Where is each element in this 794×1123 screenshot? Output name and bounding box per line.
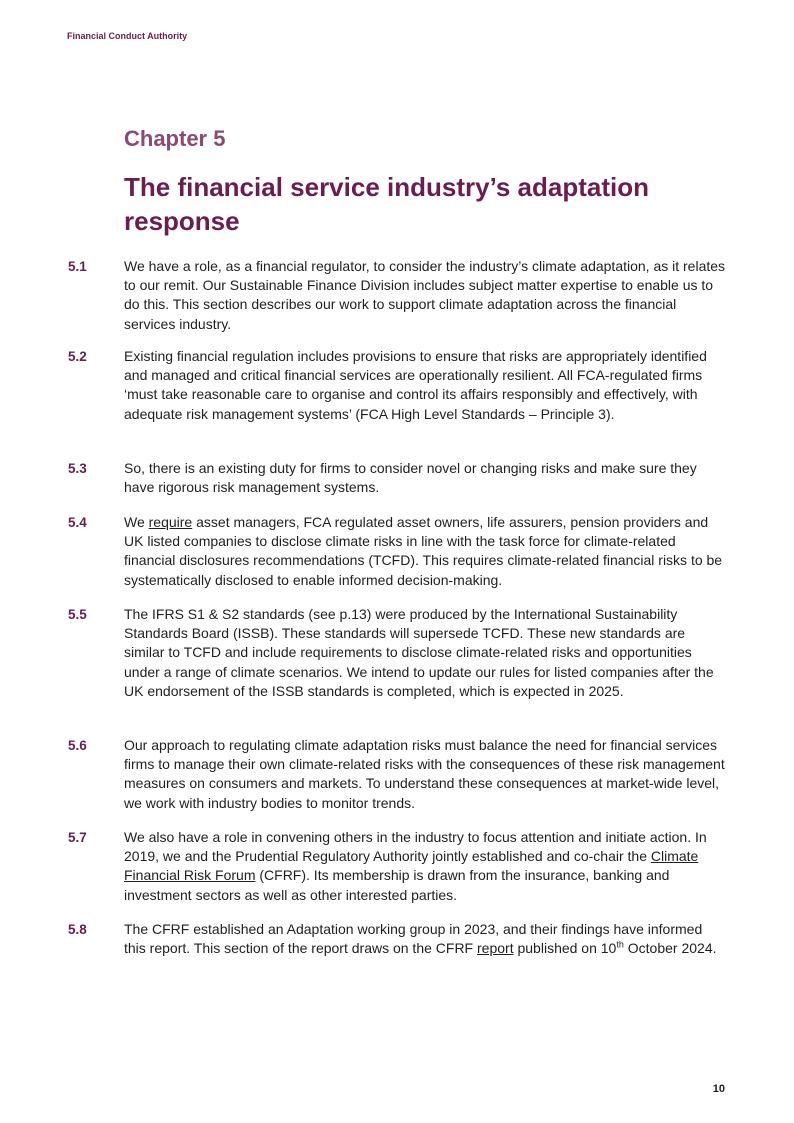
paragraph-text — [124, 513, 727, 590]
text-segment: We also have a role in convening others in the industry to focus attention and initiate action. In 2019, we and the Prudential Regulatory Authority jointly established and co-chair the — [124, 829, 707, 865]
inline-link[interactable]: require — [148, 514, 193, 530]
paragraph-text — [124, 459, 727, 497]
paragraph-text — [124, 920, 727, 958]
paragraph-text — [124, 347, 727, 424]
text-segment: asset managers, FCA regulated asset owners, life assurers, pension providers and UK listed companies to disclose climate risks in line with the task force for climate-related financial disclosures recommendations (TCFD). This requires climate-related financial risks to be systematically disclosed to enable informed decision-making. — [124, 514, 723, 588]
text-segment: Our approach to regulating climate adaptation risks must balance the need for financial services firms to manage their own climate-related risks with the consequences of these risk management measures on consumers and markets. To understand these consequences at market-wide level, we work with industry bodies to monitor trends. — [124, 737, 725, 811]
inline-link[interactable]: report — [477, 940, 514, 957]
paragraph-number: 5.6 — [68, 738, 87, 753]
paragraph-number: 5.5 — [68, 607, 87, 622]
text-segment: (CFRF). Its membership is drawn from the insurance, banking and investment sectors as well as other interested parties. — [124, 867, 670, 903]
paragraph-number: 5.8 — [68, 922, 87, 937]
inline-link[interactable]: Climate Financial Risk Forum — [124, 848, 699, 884]
superscript: th — [616, 939, 624, 950]
text-segment: published on 10 — [513, 940, 617, 957]
page-number: 10 — [712, 1083, 725, 1095]
chapter-title: The financial service industry’s adaptation response — [124, 172, 649, 236]
text-segment: October 2024. — [623, 940, 717, 957]
paragraph-text — [124, 605, 727, 701]
header-organization: Financial Conduct Authority — [67, 31, 188, 41]
paragraph-number: 5.4 — [68, 515, 87, 530]
chapter-label: Chapter 5 — [124, 126, 226, 151]
text-segment: The IFRS S1 & S2 standards (see p.13) were produced by the International Sustainability Standards Board (ISSB). These standards will supersede TCFD. These new standards are similar to TCFD and include requirements to disclose climate-related risks and opportunities under a range of climate scenarios. We intend to update our rules for listed companies after the UK endorsement of the ISSB standards is completed, which is expected in 2025. — [124, 606, 714, 699]
text-segment: Existing financial regulation includes provisions to ensure that risks are appropriately identified and managed and critical financial services are operationally resilient. All FCA-regulated firms ‘must take reasonable care to organise and control its affairs responsibly and effectively, with adequate risk management systems’ (FCA High Level Standards – Principle 3). — [124, 348, 707, 422]
text-segment: The CFRF established an Adaptation working group in 2023, and their findings have informed this report. This section of the report draws on the CFRF — [124, 921, 703, 957]
text-segment: So, there is an existing duty for firms to consider novel or changing risks and make sure they have rigorous risk management systems. — [124, 460, 697, 496]
paragraph-text — [124, 828, 727, 905]
paragraph-number: 5.1 — [68, 259, 87, 274]
paragraph-number: 5.2 — [68, 349, 87, 364]
paragraph-text — [124, 736, 727, 813]
text-segment: We — [124, 514, 149, 530]
paragraph-text — [124, 257, 727, 334]
text-segment: We have a role, as a financial regulator, to consider the industry’s climate adaptation, as it relates to our remit. Our Sustainable Finance Division includes subject matter expertise to enable us to do this. This section describes our work to support climate adaptation across the financial services industry. — [124, 258, 726, 332]
paragraph-number: 5.3 — [68, 461, 87, 476]
paragraph-number: 5.7 — [68, 830, 87, 845]
